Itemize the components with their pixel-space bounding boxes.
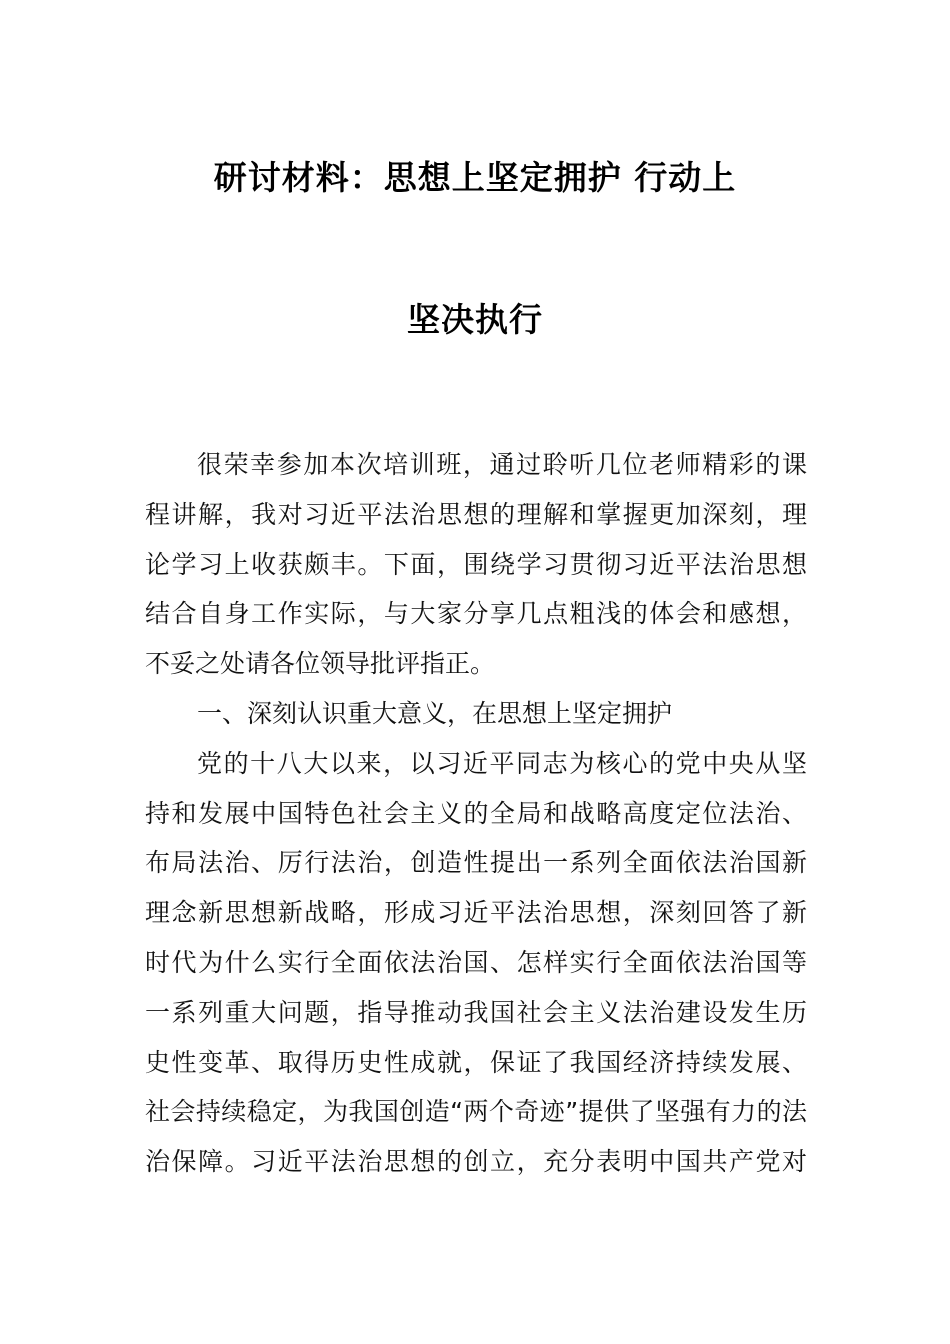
body-line: 党的十八大以来，以习近平同志为核心的党中央从坚: [197, 748, 807, 778]
document-title-line-1: 研讨材料：思想上坚定拥护 行动上: [213, 158, 737, 197]
body-line: 论学习上收获颇丰。下面，围绕学习贯彻习近平法治思想: [145, 549, 807, 579]
body-line: 很荣幸参加本次培训班，通过聆听几位老师精彩的课: [197, 450, 807, 479]
body-line: 不妥之处请各位领导批评指正。: [145, 649, 496, 679]
body-line: 理念新思想新战略，形成习近平法治思想，深刻回答了新: [145, 898, 807, 928]
body-line: 史性变革、取得历史性成就，保证了我国经济持续发展、: [145, 1047, 807, 1077]
body-line: 社会持续稳定，为我国创造“两个奇迹”提供了坚强有力的法: [145, 1097, 807, 1127]
document-body: [145, 440, 807, 1187]
body-line: 一系列重大问题，指导推动我国社会主义法治建设发生历: [145, 997, 807, 1027]
body-line: 程讲解，我对习近平法治思想的理解和掌握更加深刻，理: [145, 499, 807, 529]
body-line: 治保障。习近平法治思想的创立，充分表明中国共产党对: [145, 1147, 807, 1177]
body-line: 持和发展中国特色社会主义的全局和战略高度定位法治、: [145, 798, 807, 828]
body-line: 结合自身工作实际，与大家分享几点粗浅的体会和感想，: [145, 599, 807, 629]
document-title-line-2: 坚决执行: [407, 300, 543, 339]
body-line: 时代为什么实行全面依法治国、怎样实行全面依法治国等: [145, 947, 807, 977]
body-line: 布局法治、厉行法治，创造性提出一系列全面依法治国新: [145, 848, 807, 878]
section-heading: 一、深刻认识重大意义，在思想上坚定拥护: [197, 698, 673, 728]
